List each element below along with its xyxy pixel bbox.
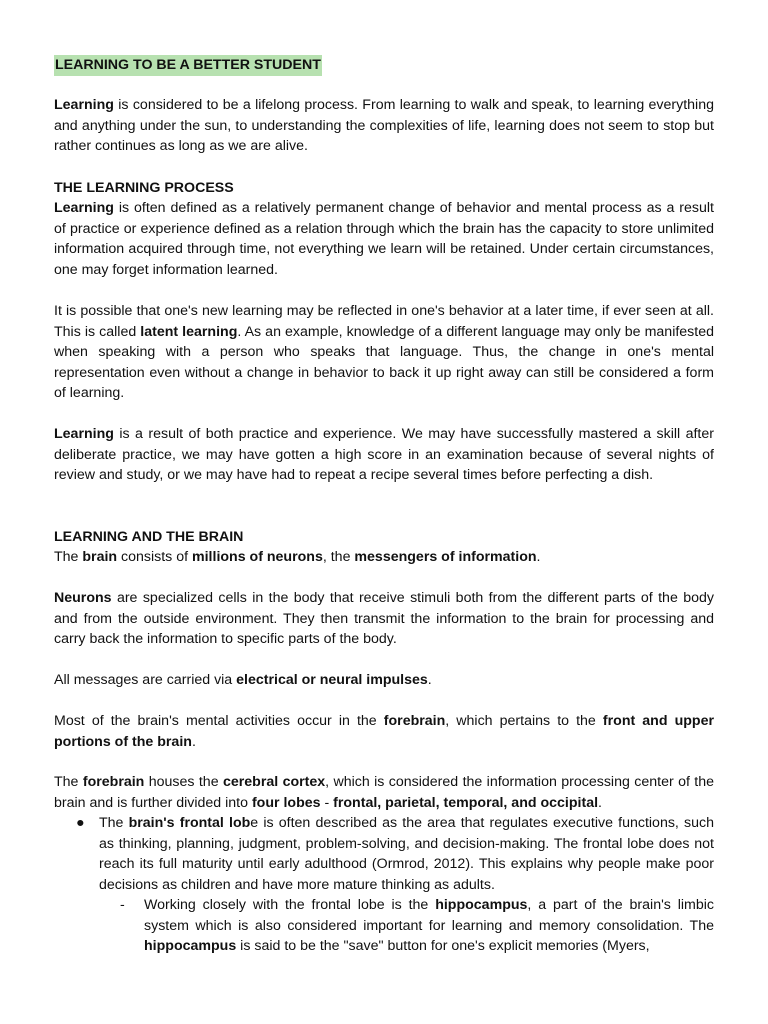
dash-marker: - [120, 897, 125, 913]
section-heading-learning-process: THE LEARNING PROCESS [54, 180, 234, 196]
section-heading-learning-brain: LEARNING AND THE BRAIN [54, 529, 244, 545]
frontal-lobe-text: The brain's frontal lobe is often described as the area that regulates executive functions, such as thinking, planning, judgment, problem-solving, and decision-making. The frontal lobe does not reach its full maturity until early adulthood (Ormrod, 2012). This explains why people make poor decisions as children and have more mature thinking as adults. [99, 815, 714, 893]
intro-paragraph: Learning is considered to be a lifelong process. From learning to walk and speak, to learning everything and anything under the sun, to understanding the complexities of life, learning does not seem to stop but rather continues as long as we are alive. [54, 97, 714, 154]
brain-neurons-paragraph: The brain consists of millions of neurons, the messengers of information. [54, 549, 541, 565]
latent-learning-paragraph: It is possible that one's new learning may be reflected in one's behavior at a later time, if ever seen at all. This is called latent learning. As an example, knowledge of a different language may only be manifested when speaking with a person who speaks that language. Thus, the change in one's mental representation even without a change in behavior to back it up right away can still be considered a form of learning. [54, 303, 714, 401]
forebrain-paragraph: Most of the brain's mental activities occur in the forebrain, which pertains to the front and upper portions of the brain. [54, 713, 714, 750]
neurons-paragraph: Neurons are specialized cells in the body that receive stimuli both from the different parts of the body and from the outside environment. They then transmit the information to the brain for processing and carry back the information to specific parts of the body. [54, 590, 714, 647]
title-container [54, 55, 322, 76]
learning-process-paragraph-1: Learning is often defined as a relatively permanent change of behavior and mental process as a result of practice or experience defined as a relation through which the brain has the capacity to store unlimited information acquired through time, not everything we learn will be retained. Under certain circumstances, one may forget information learned. [54, 200, 714, 278]
bold-term: Learning [54, 97, 114, 113]
practice-experience-paragraph: Learning is a result of both practice and experience. We may have successfully mastered a skill after deliberate practice, we may have gotten a high score in an examination because of several nights of review and study, or we may have had to repeat a recipe several times before perfecting a dish. [54, 426, 714, 483]
cerebral-cortex-paragraph: The forebrain houses the cerebral cortex, which is considered the information processing center of the brain and is further divided into four lobes - frontal, parietal, temporal, and occipital. [54, 774, 715, 811]
hippocampus-text: Working closely with the frontal lobe is the hippocampus, a part of the brain's limbic system which is also considered important for learning and memory consolidation. The hippocampus is said to be the "save" button for one's explicit memories (Myers, [144, 897, 715, 954]
document-title: LEARNING TO BE A BETTER STUDENT [54, 55, 322, 76]
impulses-paragraph: All messages are carried via electrical or neural impulses. [54, 672, 432, 688]
bullet-marker: ● [76, 815, 85, 831]
